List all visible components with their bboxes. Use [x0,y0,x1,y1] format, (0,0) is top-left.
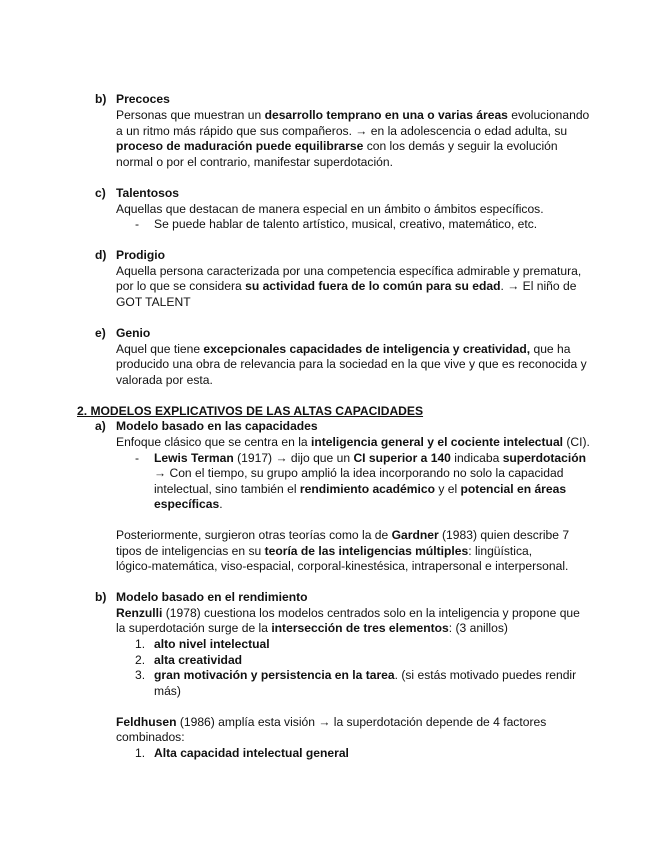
list-number-1: 1. [135,637,146,651]
talentosos-line-1: Aquellas que destacan de manera especial en un ámbito o ámbitos específicos. [116,202,544,216]
genio-line-1: Aquel que tiene excepcionales capacidades de inteligencia y creatividad, que ha [116,342,571,356]
item-title-genio: Genio [116,326,151,340]
terman-line-3: intelectual, sino también el rendimiento académico y el potencial en áreas [154,482,567,496]
item-marker-e: e) [95,326,106,340]
precoces-line-3: proceso de maduración puede equilibrarse con los demás y seguir la evolución [116,139,558,153]
talentosos-bullet: Se puede hablar de talento artístico, musical, creativo, matemático, etc. [154,217,538,231]
precoces-line-4: normal o por el contrario, manifestar superdotación. [116,155,393,169]
prodigio-line-3: GOT TALENT [116,295,191,309]
terman-line-2: → Con el tiempo, su grupo amplió la idea incorporando no solo la capacidad [154,466,564,480]
item-title-prodigio: Prodigio [116,248,166,262]
feldhusen-line-1: Feldhusen (1986) amplía esta visión → la superdotación depende de 4 factores [116,715,547,729]
item-marker-a: a) [95,419,106,433]
renzulli-line-1: Renzulli (1978) cuestiona los modelos centrados solo en la inteligencia y propone que [116,606,580,620]
precoces-line-2: a un ritmo más rápido que sus compañeros. → en la adolescencia o edad adulta, su [116,124,568,138]
item-marker-b: b) [95,92,107,106]
list-number-2: 2. [135,653,146,667]
item-title-capacidades: Modelo basado en las capacidades [116,419,318,433]
terman-line-1: Lewis Terman (1917) → dijo que un CI superior a 140 indicaba superdotación [154,451,587,465]
ring-item-2: alta creatividad [154,653,243,667]
gardner-line-1: Posteriormente, surgieron otras teorías como la de Gardner (1983) quien describe 7 [116,528,570,542]
capacidades-line-1: Enfoque clásico que se centra en la inteligencia general y el cociente intelectual (CI). [116,435,590,449]
item-marker-b2: b) [95,590,107,604]
item-title-talentosos: Talentosos [116,186,179,200]
prodigio-line-2: por lo que se considera su actividad fuera de lo común para su edad. → El niño de [116,279,577,293]
genio-line-2: producido una obra de relevancia para la sociedad en la que vive y que es reconocida y [116,357,587,371]
ring-item-1: alto nivel intelectual [154,637,270,651]
item-marker-c: c) [95,186,106,200]
factor-item-1: Alta capacidad intelectual general [154,746,349,760]
renzulli-line-2: la superdotación surge de la intersección de tres elementos: (3 anillos) [116,621,508,635]
bullet-dash: - [135,217,140,231]
genio-line-3: valorada por esta. [116,373,213,387]
precoces-line-1: Personas que muestran un desarrollo temprano en una o varias áreas evolucionando [116,108,590,122]
item-marker-d: d) [95,248,107,262]
gardner-line-3: lógico-matemática, viso-espacial, corporal-kinestésica, intrapersonal e interpersonal. [116,559,569,573]
ring-item-3-cont: más) [154,684,181,698]
item-title-precoces: Precoces [116,92,170,106]
section-heading: 2. MODELOS EXPLICATIVOS DE LAS ALTAS CAPACIDADES [77,404,424,418]
terman-line-4: específicas. [154,497,223,511]
list-number-1: 1. [135,746,146,760]
item-title-rendimiento: Modelo basado en el rendimiento [116,590,308,604]
ring-item-3: gran motivación y persistencia en la tarea. (si estás motivado puedes rendir [154,668,577,682]
list-number-3: 3. [135,668,146,682]
prodigio-line-1: Aquella persona caracterizada por una competencia específica admirable y prematura, [116,264,582,278]
feldhusen-line-2: combinados: [116,730,185,744]
gardner-line-2: tipos de inteligencias en su teoría de las inteligencias múltiples: lingüística, [116,544,533,558]
bullet-dash: - [135,451,140,465]
